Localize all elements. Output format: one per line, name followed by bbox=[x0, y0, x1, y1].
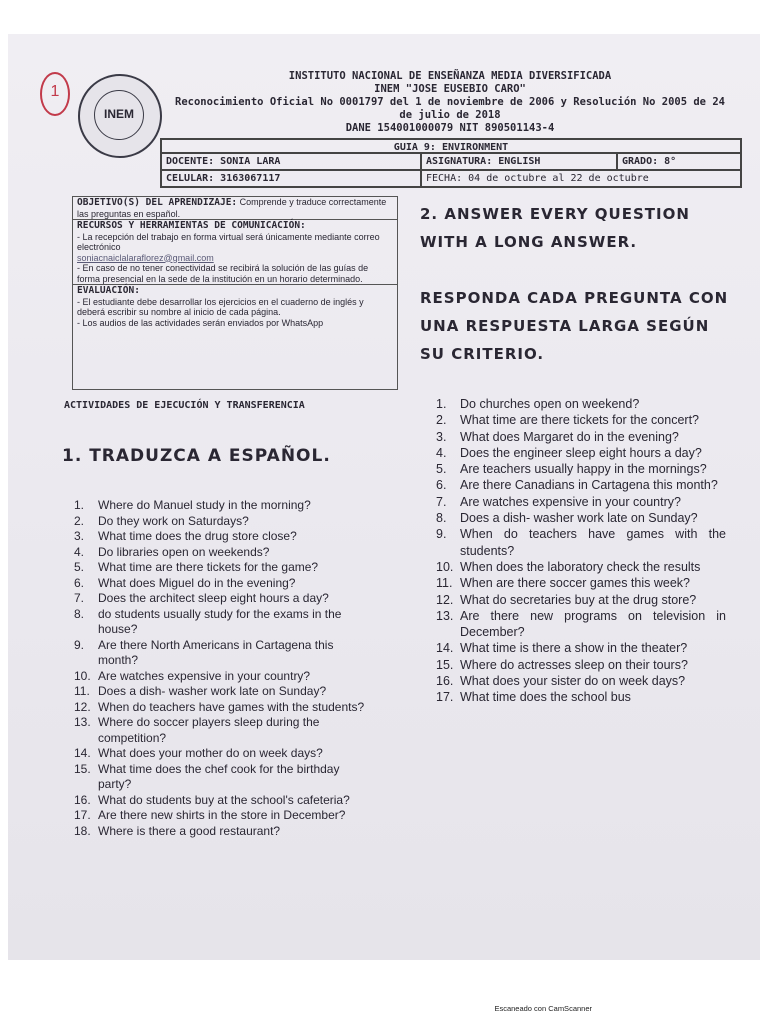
item-text: Does the engineer sleep eight hours a day? bbox=[460, 445, 702, 460]
item-number: 8. bbox=[74, 606, 85, 621]
translate-item bbox=[74, 808, 374, 824]
subject-cell: ASIGNATURA: ENGLISH bbox=[421, 153, 617, 170]
item-number: 10. bbox=[436, 559, 454, 574]
translate-item bbox=[74, 498, 374, 514]
recognition-line: Reconocimiento Oficial No 0001797 del 1 de noviembre de 2006 y Resolución No 2005 de 24 bbox=[175, 96, 725, 108]
school-seal-logo bbox=[78, 74, 162, 158]
item-text: What does your sister do on week days? bbox=[460, 674, 686, 689]
item-number: 4. bbox=[436, 445, 447, 460]
item-text: Does the architect sleep eight hours a day? bbox=[98, 591, 329, 605]
translate-item bbox=[74, 824, 374, 840]
answer-item bbox=[436, 477, 726, 493]
objective-title: OBJETIVO(S) DEL APRENDIZAJE: bbox=[77, 197, 238, 208]
seal-center: INEM bbox=[94, 90, 144, 140]
translate-item bbox=[74, 545, 374, 561]
answer-item bbox=[436, 494, 726, 510]
item-number: 15. bbox=[436, 657, 454, 672]
item-number: 9. bbox=[74, 637, 85, 652]
school-name: INEM "JOSE EUSEBIO CARO" bbox=[374, 83, 526, 95]
institution-name: INSTITUTO NACIONAL DE ENSEÑANZA MEDIA DIVERSIFICADA bbox=[288, 70, 612, 82]
grade-cell: GRADO: 8° bbox=[617, 153, 741, 170]
item-number: 11. bbox=[436, 576, 453, 591]
answer-item bbox=[436, 445, 726, 461]
item-text: What do students buy at the school's cafeteria? bbox=[98, 792, 350, 807]
item-text: What does Margaret do in the evening? bbox=[460, 429, 679, 444]
item-number: 17. bbox=[74, 808, 91, 822]
dane-nit: DANE 154001000079 NIT 890501143-4 bbox=[345, 122, 555, 134]
item-text: do students usually study for the exams in the house? bbox=[98, 606, 342, 636]
item-text: What time does the drug store close? bbox=[98, 529, 297, 543]
item-text: When does the laboratory check the results bbox=[460, 559, 701, 574]
item-text: Are there new programs on television in December? bbox=[460, 608, 726, 640]
item-text: What time are there tickets for the concert? bbox=[460, 413, 699, 428]
item-number: 7. bbox=[74, 591, 85, 605]
translate-item bbox=[74, 529, 374, 545]
item-text: Where do Manuel study in the morning? bbox=[98, 498, 311, 512]
document-header bbox=[160, 70, 740, 135]
guide-title: GUIA 9: ENVIRONMENT bbox=[161, 139, 741, 153]
item-text: Are there Canadians in Cartagena this month? bbox=[460, 478, 718, 493]
item-number: 14. bbox=[436, 641, 454, 656]
item-number: 9. bbox=[436, 527, 447, 542]
item-text: When do teachers have games with the students? bbox=[460, 527, 726, 558]
answer-item bbox=[436, 412, 726, 428]
answer-item bbox=[436, 608, 726, 641]
item-number: 1. bbox=[74, 498, 85, 512]
translate-list bbox=[74, 498, 374, 839]
item-text: When are there soccer games this week? bbox=[460, 576, 690, 591]
item-number: 11. bbox=[74, 684, 90, 698]
item-text: Does a dish- washer work late on Sunday? bbox=[460, 511, 698, 526]
answer-item bbox=[436, 429, 726, 445]
answer-item bbox=[436, 592, 726, 608]
item-number: 16. bbox=[74, 792, 91, 807]
answer-item bbox=[436, 575, 726, 591]
item-text: Are there new shirts in the store in December? bbox=[98, 808, 346, 822]
item-number: 12. bbox=[74, 699, 91, 714]
item-number: 16. bbox=[436, 674, 454, 689]
item-number: 14. bbox=[74, 746, 91, 760]
item-text: What time does the school bus bbox=[460, 690, 631, 705]
item-text: Are watches expensive in your country? bbox=[98, 668, 311, 683]
section2-spanish: RESPONDA CADA PREGUNTA CON UNA RESPUESTA LARGA SEGÚN SU CRITERIO. bbox=[420, 289, 729, 363]
item-text: What time is there a show in the theater? bbox=[460, 641, 688, 656]
translate-item bbox=[74, 746, 374, 762]
info-table bbox=[160, 138, 742, 188]
answer-item bbox=[436, 396, 726, 412]
item-number: 2. bbox=[436, 413, 447, 428]
evaluation-item: El estudiante debe desarrollar los ejercicios en el cuaderno de inglés y deberá escribir su nombre al inicio de cada página. bbox=[77, 296, 364, 317]
answer-item bbox=[436, 640, 726, 656]
item-text: Where is there a good restaurant? bbox=[98, 823, 281, 838]
item-text: Are watches expensive in your country? bbox=[460, 494, 681, 509]
section1-title: 1. TRADUZCA A ESPAÑOL. bbox=[62, 446, 331, 466]
answer-item bbox=[436, 510, 726, 526]
item-number: 5. bbox=[436, 462, 447, 477]
translate-item bbox=[74, 514, 374, 530]
translate-item bbox=[74, 700, 374, 716]
item-number: 5. bbox=[74, 560, 85, 574]
translate-item bbox=[74, 560, 374, 576]
translate-item bbox=[74, 576, 374, 592]
scanner-footer: Escaneado con CamScanner bbox=[494, 1004, 592, 1013]
objectives-box: OBJETIVO(S) DEL APRENDIZAJE: Comprende y traduce correctamente las preguntas en español. RECURSOS Y HERRAMIENTAS DE COMUNICACIÓN: - La recepción del trabajo en forma virtual será únicamente mediante correo electrónico soniacnaiclalaraflorez@gmail.com - En caso de no tener conectividad se recibirá la solución de las guías de forma presencial en la sede de la institución en un horario determinado. EVALUACIÓN: - El estudiante debe desarrollar los ejercicios en el cuaderno de inglés y deberá escribir su nombre al inicio de cada página. - Los audios de las actividades serán enviados por WhatsApp bbox=[72, 196, 398, 390]
item-number: 3. bbox=[74, 529, 85, 543]
item-number: 15. bbox=[74, 761, 91, 776]
item-text: Does a dish- washer work late on Sunday? bbox=[98, 684, 327, 698]
item-text: Where do actresses sleep on their tours? bbox=[460, 657, 688, 672]
evaluation-item: Los audios de las actividades serán enviados por WhatsApp bbox=[82, 317, 324, 328]
email-link[interactable]: soniacnaiclalaraflorez@gmail.com bbox=[77, 252, 214, 263]
answer-item bbox=[436, 461, 726, 477]
section2-title: 2. ANSWER EVERY QUESTION WITH A LONG ANSWER. bbox=[420, 205, 690, 251]
answer-item bbox=[436, 689, 726, 705]
answer-item bbox=[436, 526, 726, 559]
activities-title: ACTIVIDADES DE EJECUCIÓN Y TRANSFERENCIA bbox=[64, 400, 305, 411]
item-text: Where do soccer players sleep during the competition? bbox=[98, 715, 320, 745]
item-number: 13. bbox=[74, 715, 91, 729]
translate-item bbox=[74, 793, 374, 809]
translate-item bbox=[74, 607, 374, 638]
translate-item bbox=[74, 591, 374, 607]
item-number: 17. bbox=[436, 690, 454, 705]
evaluation-title: EVALUACIÓN: bbox=[77, 285, 140, 296]
item-text: What time are there tickets for the game? bbox=[98, 560, 319, 574]
recognition-line-2: de julio de 2018 bbox=[399, 109, 501, 121]
item-text: What does Miguel do in the evening? bbox=[98, 575, 296, 590]
translate-item bbox=[74, 638, 374, 669]
item-number: 8. bbox=[436, 511, 447, 526]
resources-title: RECURSOS Y HERRAMIENTAS DE COMUNICACIÓN: bbox=[77, 220, 306, 231]
teacher-cell: DOCENTE: SONIA LARA bbox=[161, 153, 421, 170]
translate-item bbox=[74, 715, 374, 746]
item-text: Are there North Americans in Cartagena this month? bbox=[98, 637, 334, 667]
item-number: 3. bbox=[436, 429, 447, 444]
item-number: 6. bbox=[436, 478, 447, 493]
item-text: When do teachers have games with the students? bbox=[98, 699, 365, 714]
margin-mark: 1 bbox=[40, 72, 70, 116]
phone-cell: CELULAR: 3163067117 bbox=[161, 170, 421, 187]
answer-item bbox=[436, 673, 726, 689]
item-number: 6. bbox=[74, 575, 85, 590]
answer-item bbox=[436, 559, 726, 575]
item-number: 4. bbox=[74, 544, 85, 559]
resource-item: La recepción del trabajo en forma virtual será únicamente mediante correo electrónico bbox=[77, 231, 380, 252]
item-text: What time does the chef cook for the birthday party? bbox=[98, 761, 340, 791]
item-number: 13. bbox=[436, 608, 454, 623]
objective-text: Comprende y traduce correctamente las preguntas en español. bbox=[77, 197, 387, 219]
item-number: 10. bbox=[74, 668, 91, 683]
item-text: Do churches open on weekend? bbox=[460, 397, 640, 411]
item-number: 18. bbox=[74, 823, 91, 838]
resource-item: En caso de no tener conectividad se recibirá la solución de las guías de forma presencial en la sede de la institución en un horario determinado. bbox=[77, 263, 369, 284]
answer-item bbox=[436, 657, 726, 673]
item-text: What do secretaries buy at the drug store? bbox=[460, 592, 697, 607]
item-number: 2. bbox=[74, 513, 85, 528]
item-text: What does your mother do on week days? bbox=[98, 746, 323, 760]
item-number: 12. bbox=[436, 592, 454, 607]
item-text: Do libraries open on weekends? bbox=[98, 544, 270, 559]
translate-item bbox=[74, 684, 374, 700]
translate-item bbox=[74, 669, 374, 685]
item-text: Are teachers usually happy in the mornings? bbox=[460, 462, 707, 477]
translate-item bbox=[74, 762, 374, 793]
answer-list bbox=[436, 396, 726, 706]
item-number: 7. bbox=[436, 494, 447, 509]
date-cell: FECHA: 04 de octubre al 22 de octubre bbox=[421, 170, 741, 187]
item-text: Do they work on Saturdays? bbox=[98, 513, 249, 528]
item-number: 1. bbox=[436, 397, 447, 411]
